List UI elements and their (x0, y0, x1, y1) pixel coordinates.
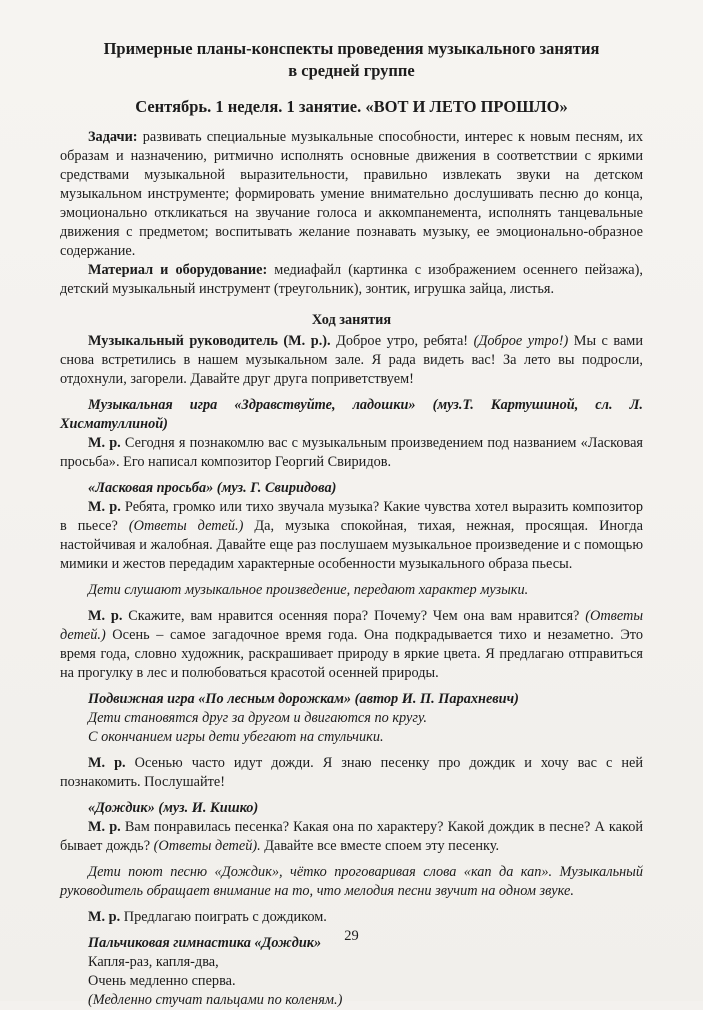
children-reply: (Доброе утро!) (473, 333, 569, 349)
direction-text: Дети слушают музыкальное произведение, передают характер музыки. (88, 582, 529, 598)
page-number: 29 (344, 928, 359, 944)
direction-text: Дети поют песню «Дождик», чётко проговаривая слова «кап да кап». Музыкальный руководитель обращает внимание на то, что мелодия песни звучит на одном звуке. (60, 864, 643, 899)
speaker-label: М. р. (88, 909, 121, 925)
direction-text: (Медленно стучат пальцами по коленям.) (88, 992, 343, 1008)
paragraph-rain (60, 754, 643, 792)
speaker-label: Музыкальный руководитель (М. р.). (88, 333, 331, 349)
paragraph-autumn (60, 607, 643, 683)
paragraph-text: Вам понравилась песенка? Какая она по характеру? Какой дождик в песне? А какой бывает дождь? (60, 819, 643, 854)
direction-text: С окончанием игры дети убегают на стульчики. (88, 729, 384, 745)
children-reply: (Ответы детей). (153, 838, 261, 854)
paragraph-text: Скажите, вам нравится осенняя пора? Почему? Чем она вам нравится? (122, 608, 586, 624)
paragraph-text: Доброе утро, ребята! (330, 333, 474, 349)
speaker-label: М. р. (88, 435, 121, 451)
verse-line: Капля-раз, капля-два, (88, 954, 219, 970)
paragraph-text: Ребята, громко или тихо звучала музыка? Какие чувства хотел выразить композитор в пьесе? (60, 499, 643, 534)
verse-line: Очень медленно сперва. (88, 973, 236, 989)
game-heading (60, 396, 643, 434)
piece-title: «Ласковая просьба» (муз. Г. Свиридова) (88, 480, 337, 496)
paragraph-greeting (60, 332, 643, 389)
speaker-label: М. р. (88, 819, 121, 835)
paragraph-text: Да, музыка спокойная, тихая, нежная, просящая. Иногда настойчивая и жалобная. Давайте еще раз послушаем музыкальное произведение и с помощью мимики и жестов передадим характерные особенности музыкального образа пьесы. (60, 518, 644, 572)
paragraph-text: Предлагаю поиграть с дождиком. (120, 909, 327, 925)
paragraph-text: Осенью часто идут дожди. Я знаю песенку про дождик и хочу вас с ней познакомить. Послушайте! (60, 755, 643, 790)
game-title: Подвижная игра «По лесным дорожкам» (автор И. П. Парахневич) (88, 691, 519, 707)
piece-heading (60, 479, 643, 498)
title-line-2: в средней группе (288, 61, 415, 80)
paragraph-play (60, 908, 643, 927)
children-reply: (Ответы детей.) (128, 518, 244, 534)
tasks-label: Задачи: (88, 129, 138, 145)
speaker-label: М. р. (88, 499, 121, 515)
paragraph-introduce-piece (60, 434, 643, 472)
game-title: Пальчиковая гимнастика «Дождик» (88, 935, 322, 951)
game-heading (60, 690, 643, 709)
title-line-1: Примерные планы-конспекты проведения музыкального занятия (103, 39, 600, 58)
piece-heading (60, 799, 643, 818)
paragraph-text: Осень – самое загадочное время года. Она подкрадывается тихо и незаметно. Это время года, словно художник, раскрашивает природу в яркие цвета. Я предлагаю отправиться на прогулку в лес и полюбоваться красотой осенней природы. (60, 627, 643, 681)
speaker-label: М. р. (88, 755, 126, 771)
piece-title: «Дождик» (муз. И. Кишко) (88, 800, 259, 816)
paragraph-song-questions (60, 818, 643, 856)
lesson-title: Сентябрь. 1 неделя. 1 занятие. «ВОТ И ЛЕТО ПРОШЛО» (135, 97, 568, 116)
materials-paragraph (60, 261, 643, 299)
stage-direction (60, 863, 643, 901)
tasks-paragraph (60, 128, 643, 261)
stage-direction (60, 581, 643, 600)
paragraph-discussion (60, 498, 643, 574)
section-heading: Ход занятия (311, 312, 392, 328)
materials-text: медиафайл (картинка с изображением осеннего пейзажа), детский музыкальный инструмент (треугольник), зонтик, игрушка зайца, листья. (60, 262, 643, 297)
stage-direction (60, 709, 643, 728)
materials-label: Материал и оборудование: (88, 262, 268, 278)
tasks-text: развивать специальные музыкальные способности, интерес к новым песням, их образам и назначению, ритмично исполнять основные движения в соответствии с яркими средствами музыкальной выразительности, правильно извлекать звуки на детском музыкальном инструменте; формировать умение внимательно дослушивать песню до конца, эмоционально откликаться на звучание голоса и аккомпанемента, исполнять танцевальные движения с предметом; воспитывать желание познавать музыку, ее эмоционально-образное содержание. (60, 129, 643, 259)
paragraph-text: Мы с вами снова встретились в нашем музыкальном зале. Я рада видеть вас! За лето вы подросли, отдохнули, загорели. Давайте друг друга поприветствуем! (60, 333, 644, 387)
stage-direction (60, 728, 643, 747)
paragraph-text: Давайте все вместе споем эту песенку. (260, 838, 500, 854)
game-title: Музыкальная игра «Здравствуйте, ладошки» (муз.Т. Картушиной, сл. Л. Хисматуллиной) (60, 397, 643, 432)
speaker-label: М. р. (88, 608, 123, 624)
page-title (60, 38, 643, 82)
paragraph-text: Сегодня я познакомлю вас с музыкальным произведением под названием «Ласковая просьба». Его написал композитор Георгий Свиридов. (60, 435, 644, 470)
children-reply: (Ответы детей.) (60, 608, 644, 643)
direction-text: Дети становятся друг за другом и двигаются по кругу. (88, 710, 427, 726)
